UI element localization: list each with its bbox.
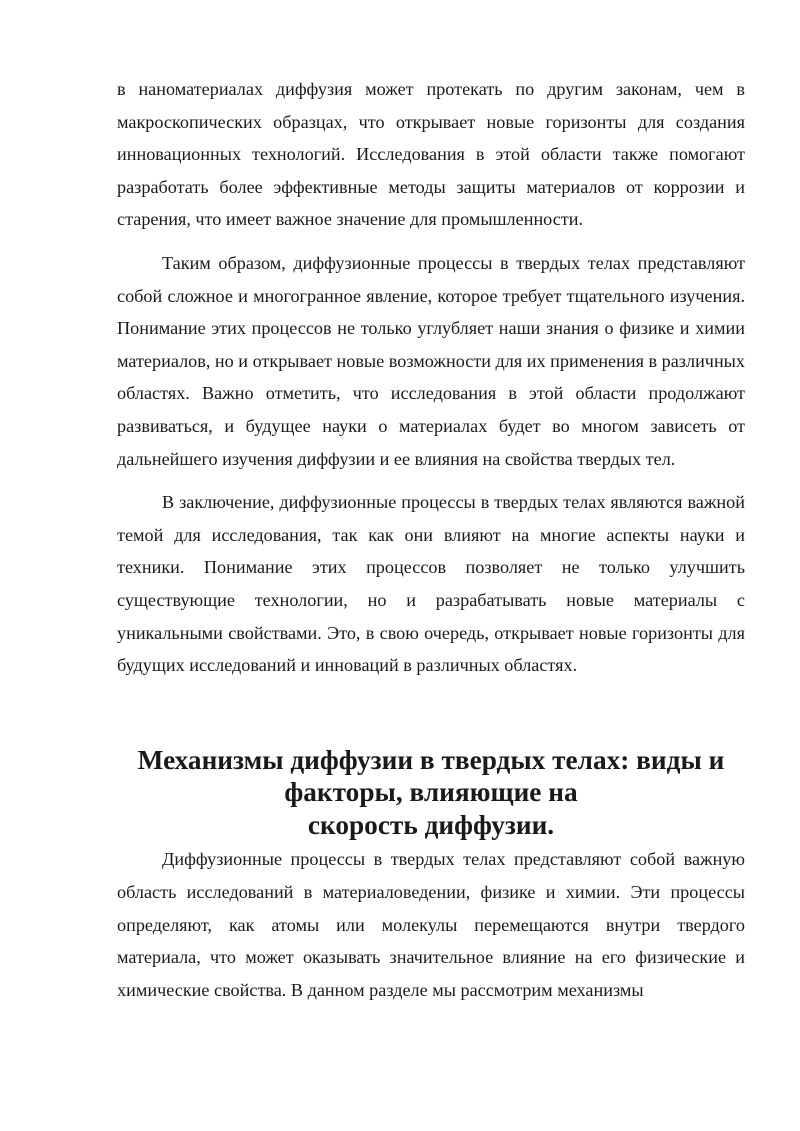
paragraph-conclusion: В заключение, диффузионные процессы в твердых телах являются важной темой для исследования, так как они влияют на многие аспекты науки и техники. Понимание этих процессов позволяет не только улучшить существующие технологии, но и разрабатывать новые материалы с уникальными свойствами. Это, в свою очередь, открывает новые горизонты для будущих исследований и инноваций в различных областях. — [117, 492, 745, 676]
document-body — [117, 73, 745, 1006]
section-heading-line-2: скорость диффузии. — [307, 809, 555, 840]
paragraph-mechanisms-intro: Диффузионные процессы в твердых телах представляют собой важную область исследований в материаловедении, физике и химии. Эти процессы определяют, как атомы или молекулы перемещаются внутри твердого материала, что может оказывать значительное влияние на его физические и химические свойства. В данном разделе мы рассмотрим механизмы — [117, 849, 745, 1000]
paragraph-nanomaterials: в наноматериалах диффузия может протекать по другим законам, чем в макроскопических образцах, что открывает новые горизонты для создания инновационных технологий. Исследования в этой области также помогают разработать более эффективные методы защиты материалов от коррозии и старения, что имеет важное значение для промышленности. — [117, 79, 745, 230]
paragraph-summary: Таким образом, диффузионные процессы в твердых телах представляют собой сложное и многогранное явление, которое требует тщательного изучения. Понимание этих процессов не только углубляет наши знания о физике и химии материалов, но и открывает новые возможности для их применения в различных областях. Важно отметить, что исследования в этой области продолжают развиваться, и будущее науки о материалах будет во многом зависеть от дальнейшего изучения диффузии и ее влияния на свойства твердых тел. — [117, 252, 745, 469]
section-heading — [117, 744, 745, 842]
section-heading-line-1: Механизмы диффузии в твердых телах: виды и факторы, влияющие на — [137, 744, 725, 808]
